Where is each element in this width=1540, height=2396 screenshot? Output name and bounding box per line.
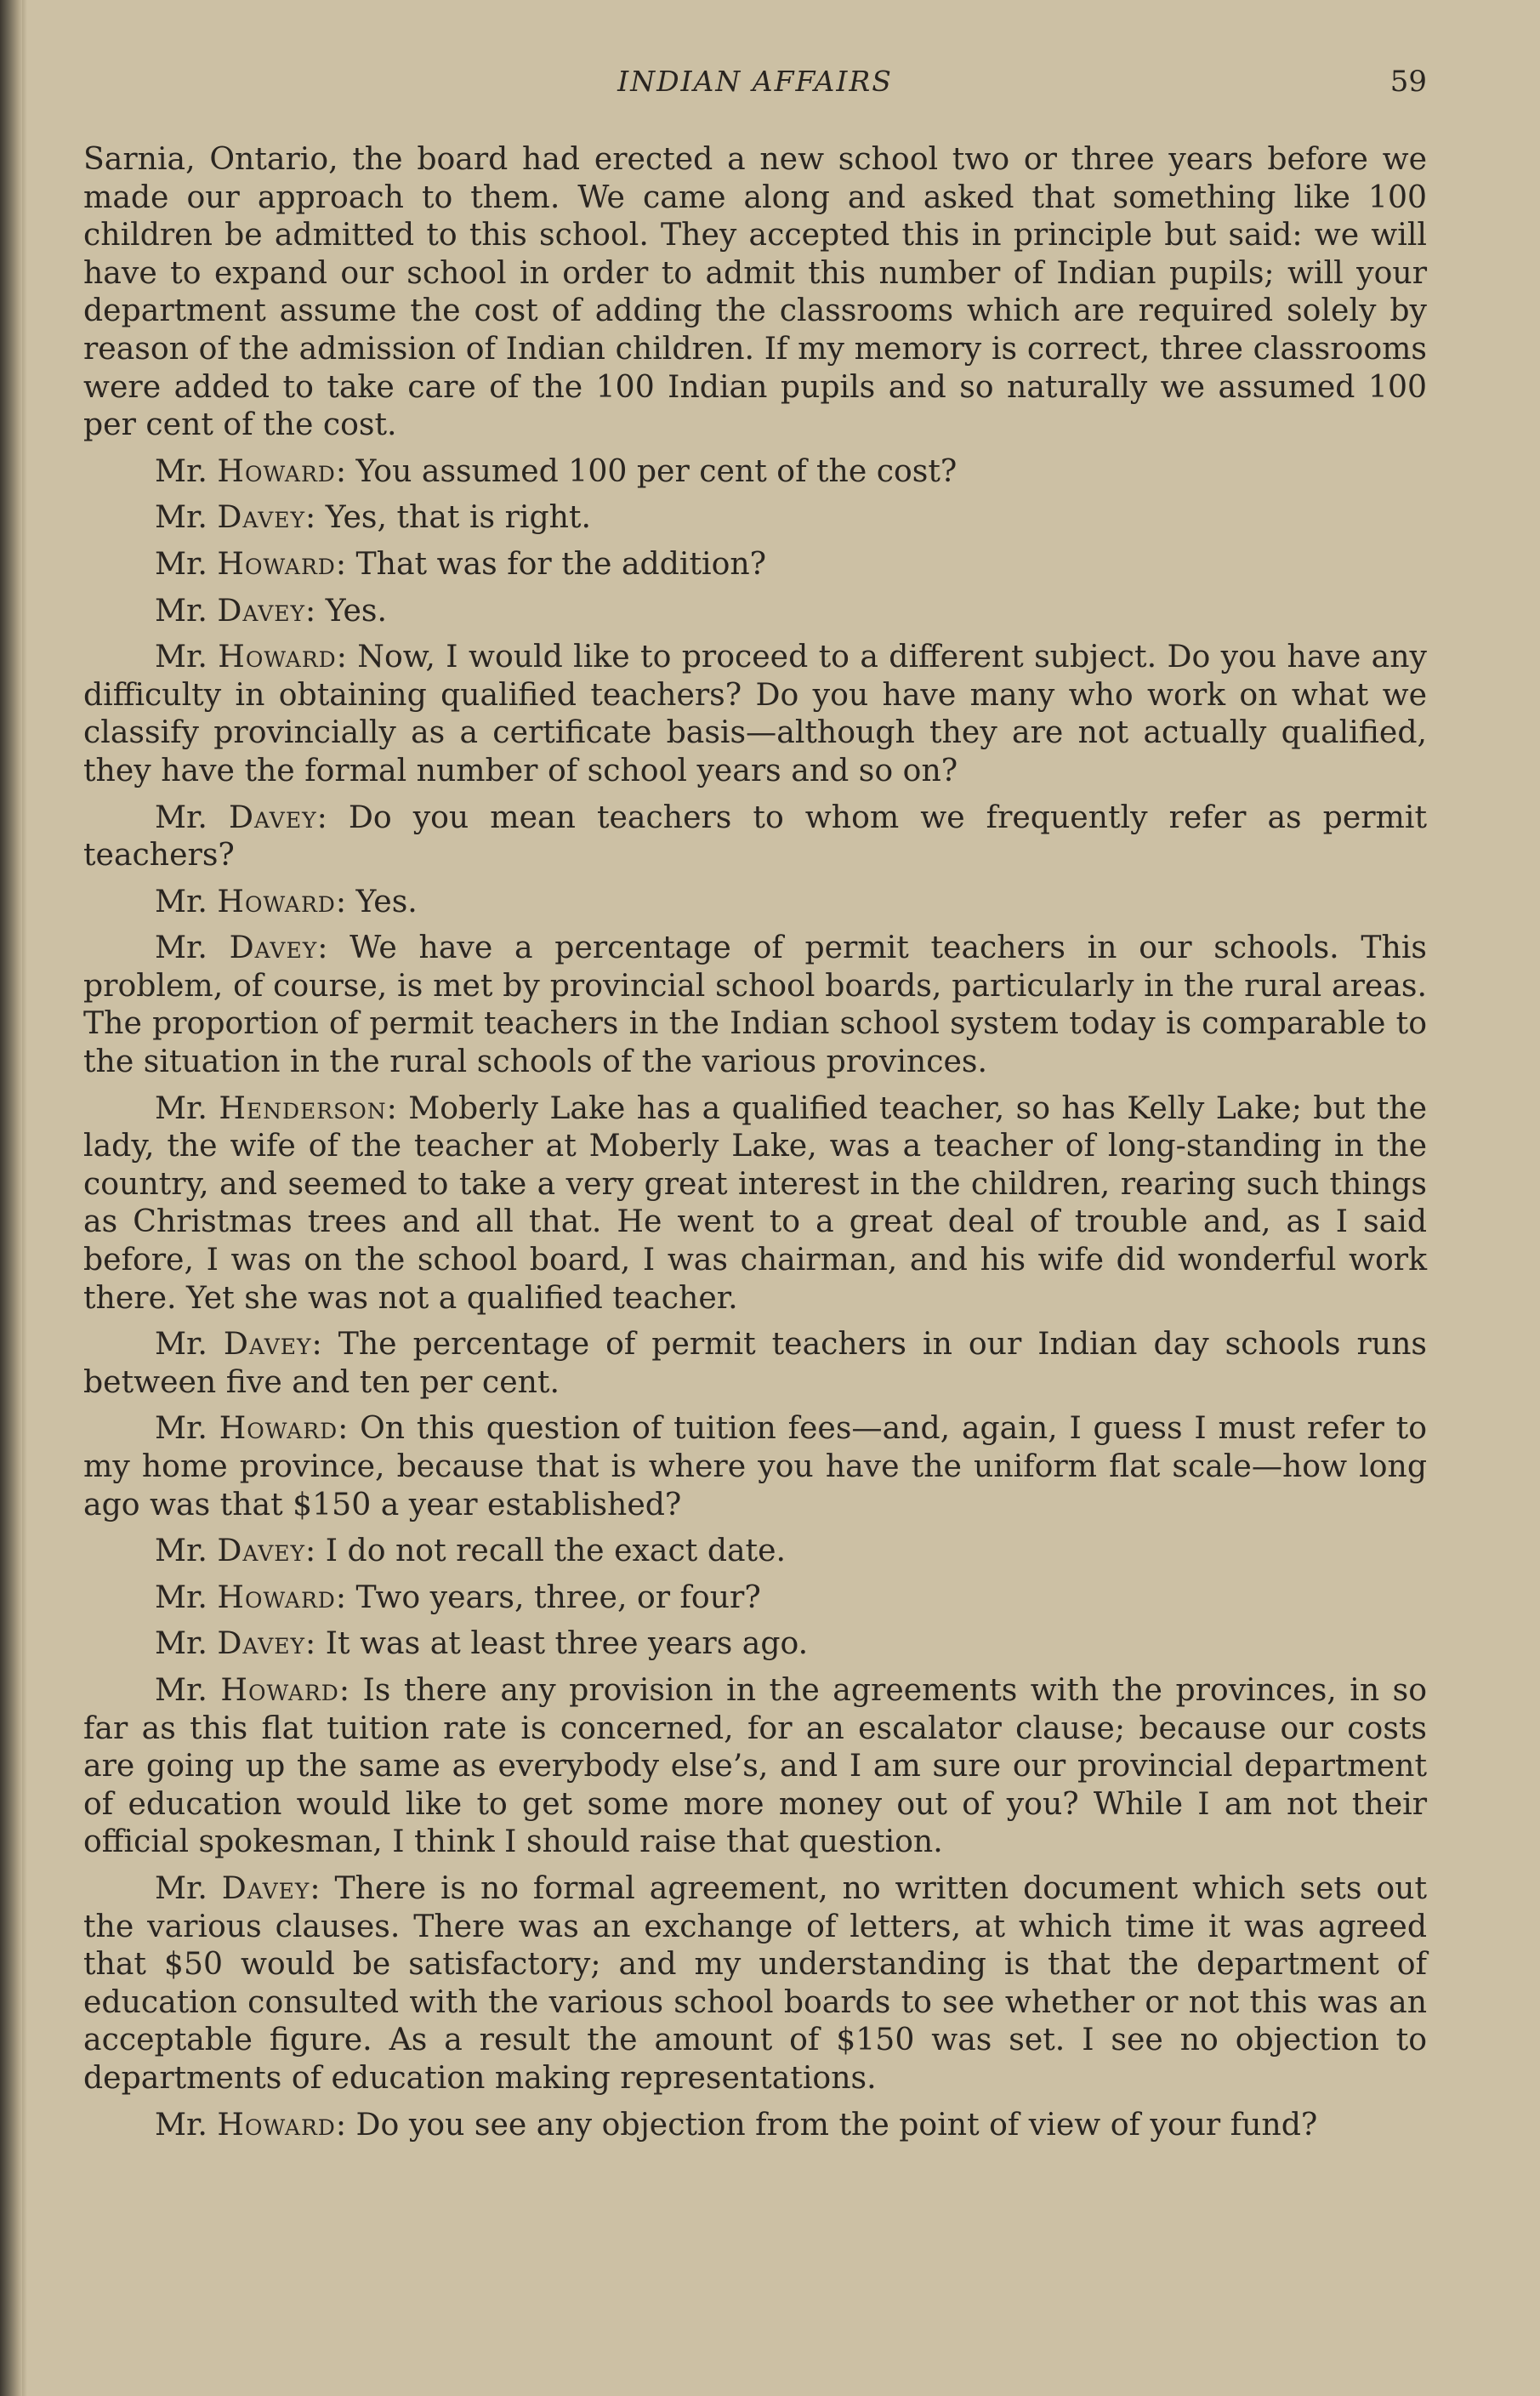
page-header bbox=[83, 65, 1427, 107]
speech-paragraph bbox=[83, 1325, 1427, 1401]
speech-text: : There is no formal agreement, no written document which sets out the various clauses. There was an exchange of letters, at which time it was agreed that $50 would be satisfactory; and my understanding is that the department of education consulted with the various school boards to see whether or not this was an acceptable figure. As a result the amount of $150 was set. I see no objection to departments of education making representations. bbox=[83, 1869, 1427, 2096]
speech-text: : We have a percentage of permit teachers in our schools. This problem, of course, is met by provincial school boards, particularly in the rural areas. The proportion of permit teachers in the Indian school system today is comparable to the situation in the rural schools of the various provinces. bbox=[83, 929, 1427, 1080]
speaker-title: Mr. bbox=[155, 452, 207, 489]
speech-paragraph bbox=[83, 929, 1427, 1080]
speech-text: : That was for the addition? bbox=[335, 544, 767, 582]
page-gutter bbox=[22, 0, 27, 2396]
speaker-title: Mr. bbox=[155, 591, 207, 629]
speaker-name: Davey bbox=[229, 929, 318, 966]
speaker-title: Mr. bbox=[155, 498, 207, 536]
speech-paragraph bbox=[83, 1579, 1427, 1617]
speech-paragraph bbox=[83, 1090, 1427, 1318]
speaker-name: Davey bbox=[217, 1532, 306, 1569]
speaker-name: Davey bbox=[217, 1625, 306, 1662]
speaker-title: Mr. bbox=[155, 1409, 207, 1447]
speaker-title: Mr. bbox=[155, 882, 207, 919]
speaker-name: Howard bbox=[217, 2105, 336, 2143]
speaker-title: Mr. bbox=[155, 1089, 207, 1126]
speech-paragraph bbox=[83, 883, 1427, 921]
speech-text: : Yes. bbox=[305, 591, 387, 629]
speaker-name: Howard bbox=[217, 1578, 336, 1615]
speech-paragraph bbox=[83, 1870, 1427, 2097]
speaker-name: Howard bbox=[217, 452, 336, 489]
speaker-name: Davey bbox=[228, 798, 317, 835]
speech-paragraph bbox=[83, 498, 1427, 537]
speaker-title: Mr. bbox=[155, 1670, 207, 1708]
speech-paragraph bbox=[83, 638, 1427, 789]
speaker-name: Davey bbox=[217, 591, 306, 629]
speech-text: : Yes. bbox=[335, 882, 418, 919]
speaker-title: Mr. bbox=[155, 544, 207, 582]
speech-paragraph bbox=[83, 1625, 1427, 1663]
speaker-name: Davey bbox=[221, 1869, 310, 1906]
speech-text: : On this question of tuition fees—and, again, I guess I must refer to my home province, because that is where you have the uniform flat scale—how long ago was that $150 a year established? bbox=[83, 1409, 1427, 1522]
speaker-name: Howard bbox=[218, 638, 337, 675]
speech-paragraph bbox=[83, 2106, 1427, 2144]
speaker-name: Davey bbox=[217, 498, 306, 536]
speaker-title: Mr. bbox=[155, 1578, 207, 1615]
transcript-body bbox=[83, 140, 1427, 2152]
speech-paragraph bbox=[83, 799, 1427, 874]
speech-text: : Do you see any objection from the point of view of your fund? bbox=[335, 2105, 1318, 2143]
speaker-title: Mr. bbox=[155, 1869, 207, 1906]
speaker-name: Howard bbox=[217, 882, 336, 919]
speech-text: : Yes, that is right. bbox=[305, 498, 591, 536]
speech-text: : Do you mean teachers to whom we frequently refer as permit teachers? bbox=[83, 798, 1427, 874]
speaker-title: Mr. bbox=[155, 798, 207, 835]
speech-paragraph bbox=[83, 592, 1427, 630]
speech-text: : Now, I would like to proceed to a different subject. Do you have any difficulty in obtaining qualified teachers? Do you have many who work on what we classify provincially as a certificate basis—although they are not actually qualified, they have the formal number of school years and so on? bbox=[83, 638, 1427, 788]
paragraph-text: Sarnia, Ontario, the board had erected a new school two or three years before we made our approach to them. We came along and asked that something like 100 children be admitted to this school. They accepted this in principle but said: we will have to expand our school in order to admit this number of Indian pupils; will your department assume the cost of adding the classrooms which are required solely by reason of the admission of Indian children. If my memory is correct, three classrooms were added to take care of the 100 Indian pupils and so naturally we assumed 100 per cent of the cost. bbox=[83, 140, 1427, 443]
speaker-title: Mr. bbox=[155, 1325, 207, 1363]
speech-paragraph bbox=[83, 452, 1427, 491]
speech-paragraph bbox=[83, 545, 1427, 583]
speaker-name: Howard bbox=[217, 544, 336, 582]
speech-text: : It was at least three years ago. bbox=[305, 1625, 809, 1662]
speech-text: : Is there any provision in the agreements with the provinces, in so far as this flat tuition rate is concerned, for an escalator clause; because our costs are going up the same as everybody else’s, and I am sure our provincial department of education would like to get some more money out of you? While I am not their official spokesman, I think I should raise that question. bbox=[83, 1670, 1427, 1860]
speaker-name: Howard bbox=[220, 1670, 339, 1708]
speaker-name: Howard bbox=[219, 1409, 338, 1447]
speech-text: : I do not recall the exact date. bbox=[305, 1532, 787, 1569]
speech-paragraph bbox=[83, 1532, 1427, 1570]
book-spine-shadow bbox=[0, 0, 22, 2396]
speech-paragraph bbox=[83, 1671, 1427, 1861]
speech-paragraph bbox=[83, 1409, 1427, 1523]
speech-text: : Moberly Lake has a qualified teacher, so has Kelly Lake; but the lady, the wife of the teacher at Moberly Lake, was a teacher of long-standing in the country, and seemed to take a very great interest in the children, rearing such things as Christmas trees and all that. He went to a great deal of trouble and, as I said before, I was on the school board, I was chairman, and his wife did wonderful work there. Yet she was not a qualified teacher. bbox=[83, 1089, 1427, 1316]
speaker-title: Mr. bbox=[155, 1625, 207, 1662]
speech-text: : The percentage of permit teachers in our Indian day schools runs between five and ten per cent. bbox=[83, 1325, 1427, 1400]
speaker-title: Mr. bbox=[155, 2105, 207, 2143]
speaker-title: Mr. bbox=[155, 1532, 207, 1569]
speaker-title: Mr. bbox=[155, 929, 207, 966]
running-head: INDIAN AFFAIRS bbox=[617, 65, 893, 98]
speech-text: : You assumed 100 per cent of the cost? bbox=[335, 452, 958, 489]
page-number: 59 bbox=[1389, 65, 1427, 99]
paragraph-continued bbox=[83, 140, 1427, 444]
speaker-name: Davey bbox=[223, 1325, 312, 1363]
speaker-name: Henderson bbox=[219, 1089, 387, 1126]
speaker-title: Mr. bbox=[155, 638, 207, 675]
speech-text: : Two years, three, or four? bbox=[335, 1578, 761, 1615]
